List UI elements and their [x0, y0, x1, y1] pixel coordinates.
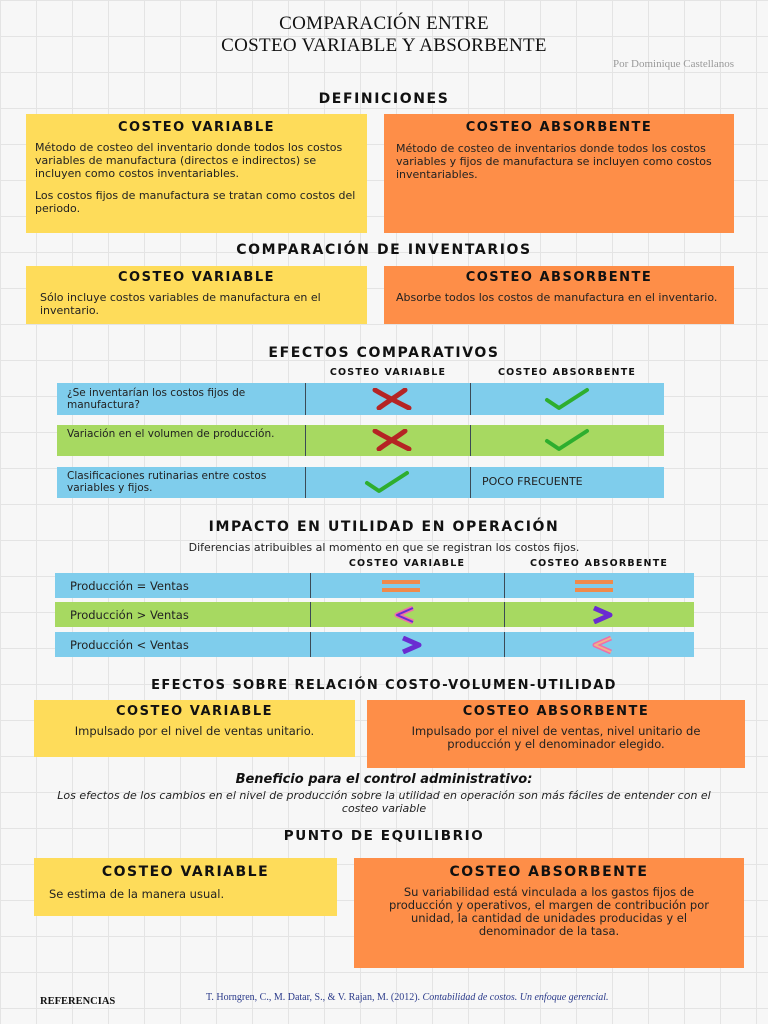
definition-variable-title: COSTEO VARIABLE [117, 120, 275, 135]
impact-divider [310, 632, 311, 657]
effects-divider [470, 425, 471, 456]
effects-row-2 [57, 425, 664, 456]
greater-than-icon [400, 636, 422, 654]
definition-variable-text-2: Los costos fijos de manufactura se tratan como costos del periodo. [35, 189, 356, 215]
definitions-heading: DEFINICIONES [318, 91, 450, 107]
effects-row-1 [57, 383, 664, 415]
effects-divider [470, 383, 471, 415]
cvu-variable-text: Impulsado por el nivel de ventas unitario. [74, 724, 315, 738]
cvu-variable-title: COSTEO VARIABLE [115, 704, 273, 719]
inventory-variable-text: Sólo incluye costos variables de manufactura en el inventario. [40, 291, 321, 317]
effects-divider [305, 467, 306, 498]
inventory-absorbente-title: COSTEO ABSORBENTE [465, 270, 653, 285]
effects-col-variable: COSTEO VARIABLE [329, 367, 447, 378]
impact-row-1 [55, 573, 694, 598]
author: Por Dominique Castellanos [613, 58, 734, 70]
reference-book: Contabilidad de costos. Un enfoque gerencial. [422, 992, 609, 1003]
definition-absorbente-text: Método de costeo de inventarios donde todos los costos variables y fijos de manufactura se incluyen como costos inventariables. [396, 142, 712, 181]
definition-variable-text-1: Método de costeo del inventario donde todos los costos variables de manufactura (directos e indirectos) se incluyen como costos inventariables. [35, 141, 343, 180]
breakeven-variable-text: Se estima de la manera usual. [49, 887, 225, 901]
cross-icon [371, 429, 415, 451]
reference-authors: T. Horngren, C., M. Datar, S., & V. Rajan, M. (2012). [206, 992, 421, 1003]
less-than-icon [394, 606, 416, 624]
breakeven-absorbente-text: Su variabilidad está vinculada a los gastos fijos de producción y operativos, el margen de contribución por unidad, la cantidad de unidades producidas y el denominador de la tasa. [389, 885, 709, 938]
equals-icon [382, 580, 420, 592]
check-icon [364, 470, 410, 494]
effects-row-3-absorbente-text: POCO FRECUENTE [482, 475, 583, 488]
effects-divider [470, 467, 471, 498]
equals-icon [575, 580, 613, 592]
definition-absorbente-title: COSTEO ABSORBENTE [465, 120, 653, 135]
inventory-variable-title: COSTEO VARIABLE [117, 270, 275, 285]
inventory-absorbente-text: Absorbe todos los costos de manufactura en el inventario. [396, 291, 718, 304]
effects-row-3 [57, 467, 664, 498]
impact-divider [310, 602, 311, 627]
cvu-absorbente-card [367, 700, 745, 768]
title-line-2: COSTEO VARIABLE Y ABSORBENTE [221, 35, 547, 56]
definition-absorbente-card [384, 114, 734, 233]
definition-variable-card [26, 114, 367, 233]
effects-divider [305, 425, 306, 456]
impact-row-3-label: Producción < Ventas [70, 638, 189, 652]
cross-icon [371, 388, 415, 410]
check-icon [544, 387, 590, 411]
effects-row-2-label: Variación en el volumen de producción. [67, 428, 275, 440]
impact-row-3 [55, 632, 694, 657]
impact-divider [310, 573, 311, 598]
cvu-variable-card [34, 700, 355, 757]
breakeven-variable-card [34, 858, 337, 916]
impact-row-2 [55, 602, 694, 627]
impact-divider [504, 632, 505, 657]
greater-than-icon [591, 606, 613, 624]
cvu-heading: EFECTOS SOBRE RELACIÓN COSTO-VOLUMEN-UTILIDAD [151, 678, 617, 693]
breakeven-heading: PUNTO DE EQUILIBRIO [283, 828, 485, 844]
benefit-title: Beneficio para el control administrativo: [235, 772, 533, 787]
effects-row-1-label: ¿Se inventarían los costos fijos de manufactura? [67, 387, 246, 411]
less-than-icon [592, 636, 614, 654]
impact-heading: IMPACTO EN UTILIDAD EN OPERACIÓN [208, 519, 560, 535]
impact-row-2-label: Producción > Ventas [70, 608, 189, 622]
references-label: REFERENCIAS [40, 996, 116, 1007]
inventory-absorbente-card [384, 266, 734, 324]
impact-col-absorbente: COSTEO ABSORBENTE [529, 558, 669, 569]
cvu-absorbente-text: Impulsado por el nivel de ventas, nivel unitario de producción y el denominador elegido. [411, 724, 701, 751]
benefit-text: Los efectos de los cambios en el nivel de producción sobre la utilidad en operación son más fáciles de entender con el costeo variable [57, 789, 711, 815]
impact-col-variable: COSTEO VARIABLE [348, 558, 466, 569]
inventory-heading: COMPARACIÓN DE INVENTARIOS [236, 242, 532, 258]
check-icon [544, 428, 590, 452]
effects-col-absorbente: COSTEO ABSORBENTE [497, 367, 637, 378]
breakeven-absorbente-title: COSTEO ABSORBENTE [449, 864, 649, 880]
breakeven-variable-title: COSTEO VARIABLE [101, 864, 270, 880]
effects-heading: EFECTOS COMPARATIVOS [268, 345, 500, 361]
impact-subtitle: Diferencias atribuibles al momento en que se registran los costos fijos. [188, 541, 580, 554]
title-line-1: COMPARACIÓN ENTRE [279, 13, 489, 34]
reference-citation [206, 992, 726, 1004]
cvu-absorbente-title: COSTEO ABSORBENTE [462, 704, 650, 719]
impact-divider [504, 573, 505, 598]
effects-row-3-label: Clasificaciones rutinarias entre costos variables y fijos. [67, 470, 267, 494]
impact-row-1-label: Producción = Ventas [70, 579, 189, 593]
effects-divider [305, 383, 306, 415]
breakeven-absorbente-card [354, 858, 744, 968]
inventory-variable-card [26, 266, 367, 324]
impact-divider [504, 602, 505, 627]
